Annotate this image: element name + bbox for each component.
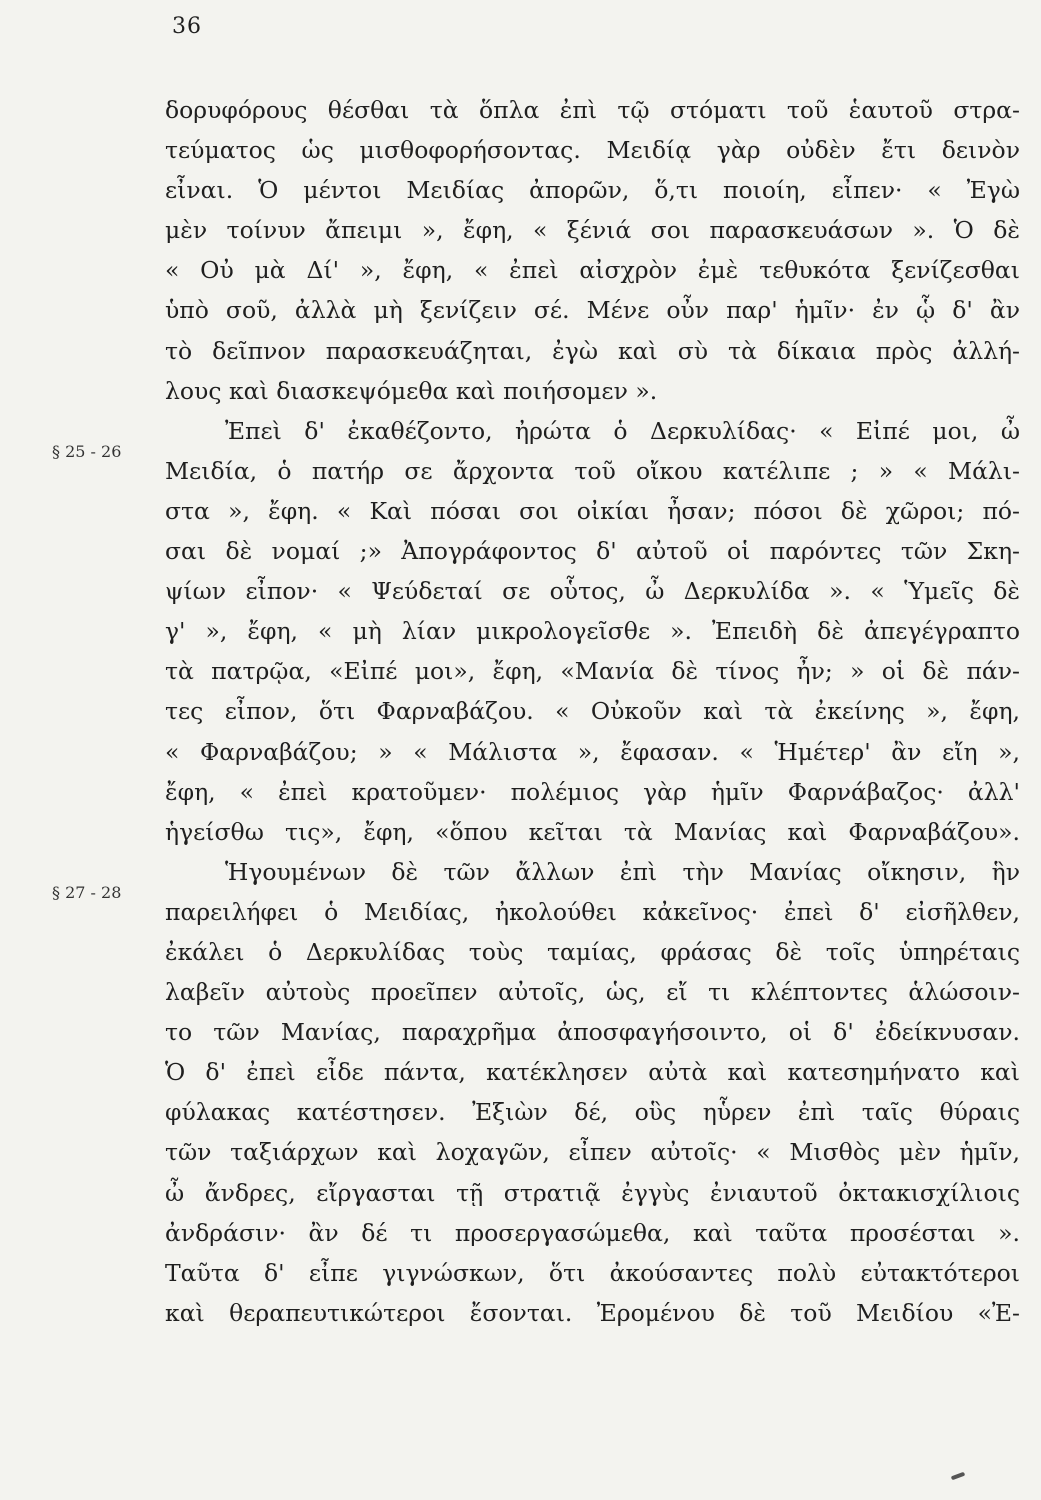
text-line: τες εἶπον, ὅτι Φαρναβάζου. « Οὐκοῦν καὶ τὰ ἐκείνης », ἔφη, xyxy=(165,697,1020,726)
text-line: Ἡγουμένων δὲ τῶν ἄλλων ἐπὶ τὴν Μανίας οἴκησιν, ἣν xyxy=(225,857,1020,886)
text-line: εἶναι. Ὁ μέντοι Μειδίας ἀπορῶν, ὅ,τι ποιοίη, εἶπεν· « Ἐγὼ xyxy=(165,176,1020,205)
body-text xyxy=(165,90,1020,1333)
text-line: τῶν ταξιάρχων καὶ λοχαγῶν, εἶπεν αὐτοῖς· « Μισθὸς μὲν ἡμῖν, xyxy=(165,1138,1020,1167)
print-speck xyxy=(951,1472,966,1481)
text-line: το τῶν Μανίας, παραχρῆμα ἀποσφαγήσοιντο, οἱ δ' ἐδείκνυσαν. xyxy=(165,1018,1020,1047)
text-line: Ἐπεὶ δ' ἐκαθέζοντο, ἠρώτα ὁ Δερκυλίδας· « Εἰπέ μοι, ὦ xyxy=(225,416,1020,445)
text-line: Ὁ δ' ἐπεὶ εἶδε πάντα, κατέκλησεν αὐτὰ καὶ κατεσημήνατο καὶ xyxy=(165,1058,1020,1087)
text-line: ἔφη, « ἐπεὶ κρατοῦμεν· πολέμιος γὰρ ἡμῖν Φαρνάβαζος· ἀλλ' xyxy=(165,777,1020,806)
text-line: Μειδία, ὁ πατήρ σε ἄρχοντα τοῦ οἴκου κατέλιπε ; » « Μάλι- xyxy=(165,456,1020,485)
text-line: παρειλήφει ὁ Μειδίας, ἠκολούθει κἀκεῖνος· ἐπεὶ δ' εἰσῆλθεν, xyxy=(165,897,1020,926)
text-line: τὰ πατρῷα, «Εἰπέ μοι», ἔφη, «Μανία δὲ τίνος ἦν; » οἱ δὲ πάν- xyxy=(165,657,1020,686)
page-number: 36 xyxy=(172,14,202,39)
text-line: ὦ ἄνδρες, εἴργασται τῇ στρατιᾷ ἐγγὺς ἐνιαυτοῦ ὀκτακισχίλιοις xyxy=(165,1178,1020,1207)
text-line: ὑπὸ σοῦ, ἀλλὰ μὴ ξενίζειν σέ. Μένε οὖν παρ' ἡμῖν· ἐν ᾧ δ' ἂν xyxy=(165,296,1020,325)
text-line: λαβεῖν αὐτοὺς προεῖπεν αὐτοῖς, ὡς, εἴ τι κλέπτοντες ἁλώσοιν- xyxy=(165,978,1020,1007)
text-line: μὲν τοίνυν ἄπειμι », ἔφη, « ξένιά σοι παρασκευάσων ». Ὁ δὲ xyxy=(165,216,1020,245)
text-line: ἡγείσθω τις», ἔφη, «ὅπου κεῖται τὰ Μανίας καὶ Φαρναβάζου». xyxy=(165,817,1020,846)
text-line: γ' », ἔφη, « μὴ λίαν μικρολογεῖσθε ». Ἐπειδὴ δὲ ἀπεγέγραπτο xyxy=(165,617,1020,646)
text-line: στα », ἔφη. « Καὶ πόσαι σοι οἰκίαι ἦσαν; πόσοι δὲ χῶροι; πό- xyxy=(165,496,1020,525)
text-line: σαι δὲ νομαί ;» Ἀπογράφοντος δ' αὐτοῦ οἱ παρόντες τῶν Σκη- xyxy=(165,537,1020,566)
text-line: ἐκάλει ὁ Δερκυλίδας τοὺς ταμίας, φράσας δὲ τοῖς ὑπηρέταις xyxy=(165,937,1020,966)
margin-ref-27-28: § 27 - 28 xyxy=(52,883,122,902)
text-line: « Οὐ μὰ Δί' », ἔφη, « ἐπεὶ αἰσχρὸν ἐμὲ τεθυκότα ξενίζεσθαι xyxy=(165,256,1020,285)
text-line: Ταῦτα δ' εἶπε γιγνώσκων, ὅτι ἀκούσαντες πολὺ εὐτακτότεροι xyxy=(165,1258,1020,1287)
text-line: ἀνδράσιν· ἂν δέ τι προσεργασώμεθα, καὶ ταῦτα προσέσται ». xyxy=(165,1218,1020,1247)
text-line: καὶ θεραπευτικώτεροι ἔσονται. Ἐρομένου δὲ τοῦ Μειδίου «Ἐ- xyxy=(165,1298,1020,1327)
margin-ref-25-26: § 25 - 26 xyxy=(52,442,122,461)
text-line: δορυφόρους θέσθαι τὰ ὅπλα ἐπὶ τῷ στόματι τοῦ ἑαυτοῦ στρα- xyxy=(165,96,1020,124)
text-line: λους καὶ διασκεψόμεθα καὶ ποιήσομεν ». xyxy=(165,376,658,405)
text-line: φύλακας κατέστησεν. Ἐξιὼν δέ, οὓς ηὗρεν ἐπὶ ταῖς θύραις xyxy=(165,1098,1020,1127)
text-line: « Φαρναβάζου; » « Μάλιστα », ἔφασαν. « Ἡμέτερ' ἂν εἴη », xyxy=(165,737,1020,766)
text-line: τεύματος ὡς μισθοφορήσοντας. Μειδίᾳ γὰρ οὐδὲν ἔτι δεινὸν xyxy=(165,136,1020,165)
text-line: τὸ δεῖπνον παρασκευάζηται, ἐγὼ καὶ σὺ τὰ δίκαια πρὸς ἀλλή- xyxy=(165,336,1020,365)
text-line: ψίων εἶπον· « Ψεύδεταί σε οὗτος, ὦ Δερκυλίδα ». « Ὑμεῖς δὲ xyxy=(165,577,1020,606)
